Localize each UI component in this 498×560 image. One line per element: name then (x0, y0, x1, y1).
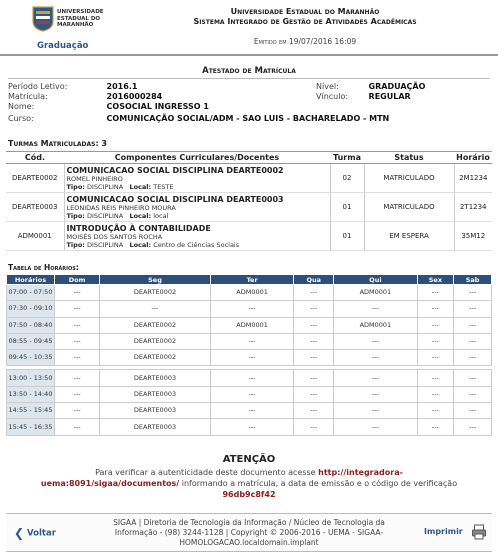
horario-cell: --- (55, 419, 100, 435)
horario-cell: --- (55, 350, 100, 366)
footer-line-1: SIGAA | Diretoria de Tecnologia da Informação / Núcleo de Tecnologia da (113, 518, 385, 527)
componente-tipo (67, 212, 328, 220)
horario-cell: --- (417, 386, 454, 402)
vinculo-value: REGULAR (368, 92, 411, 101)
curso-row (8, 114, 389, 123)
atencao-title: ATENÇÃO (222, 454, 276, 465)
horario-cell: --- (334, 350, 417, 366)
horario-time: 07:50 - 08:40 (7, 317, 55, 333)
horario-cell: --- (417, 317, 454, 333)
horario-time: 13:00 - 13:50 (7, 370, 55, 386)
horario-cell: --- (454, 301, 492, 317)
table-row (7, 350, 492, 366)
componente-docente: MOISÉS DOS SANTOS ROCHA (66, 232, 163, 241)
nome-value: COSOCIAL INGRESSO 1 (106, 102, 209, 111)
horario-cell: --- (454, 333, 492, 349)
curso-label: Curso: (8, 114, 34, 123)
cell-horario: 35M12 (454, 222, 492, 251)
horario-time: 09:45 - 10:35 (7, 350, 55, 366)
componente-docente: LEONIDAS REIS PINHEIRO MOURA (66, 203, 176, 212)
vinculo-label: Vínculo: (316, 92, 349, 101)
tipo-value: DISCIPLINA (86, 240, 124, 249)
horario-cell: --- (55, 403, 100, 419)
horario-cell: --- (454, 403, 492, 419)
turmas-table (6, 151, 492, 251)
col-qui: Qui (334, 275, 417, 285)
printer-icon[interactable] (472, 524, 486, 540)
horario-time: 08:55 - 09:45 (7, 333, 55, 349)
local-value: TESTE (153, 182, 174, 191)
logo-text: UNIVERSIDADE ESTADUAL DO MARANHÃO (57, 9, 104, 28)
cell-cod: DEARTE0003 (6, 193, 64, 222)
horario-cell: --- (55, 370, 100, 386)
atencao-text (40, 467, 458, 500)
horario-time: 07:30 - 09:10 (7, 301, 55, 317)
horario-cell: --- (294, 403, 334, 419)
horario-cell: --- (334, 370, 417, 386)
table-row (6, 193, 492, 222)
componente-name: INTRODUÇÃO À CONTABILIDADE (66, 223, 211, 233)
local-label: Local: (129, 211, 152, 220)
back-button[interactable] (14, 526, 56, 540)
nivel-label: Nível: (316, 82, 339, 91)
local-label: Local: (129, 240, 152, 249)
componente-name: COMUNICACAO SOCIAL DISCIPLINA DEARTE0003 (66, 194, 284, 204)
horario-cell: --- (294, 386, 334, 402)
col-qua: Qua (294, 275, 334, 285)
document-title: Atestado de Matrícula (8, 66, 490, 79)
horario-cell: --- (334, 333, 417, 349)
table-row (7, 419, 492, 435)
horario-cell: DEARTE0003 (100, 403, 211, 419)
horario-cell: --- (334, 403, 417, 419)
nivel-value: GRADUAÇÃO (368, 82, 426, 91)
horario-cell: --- (55, 333, 100, 349)
col-dom: Dom (55, 275, 100, 285)
horario-cell: --- (55, 386, 100, 402)
local-label: Local: (129, 182, 152, 191)
col-cod: Cód. (6, 152, 64, 164)
table-row (7, 301, 492, 317)
footer-text (84, 518, 414, 548)
col-sab: Sab (454, 275, 492, 285)
col-horario: Horário (454, 152, 492, 164)
table-row (7, 317, 492, 333)
col-horarios: Horários (7, 275, 55, 285)
col-componentes: Componentes Curriculares/Docentes (64, 152, 330, 164)
horario-cell: DEARTE0003 (100, 386, 211, 402)
horario-cell: DEARTE0003 (100, 370, 211, 386)
verification-code: 96db9c8f42 (222, 490, 276, 499)
periodo-row (8, 82, 137, 91)
tipo-label: Tipo: (66, 211, 85, 220)
nivel-row (316, 82, 425, 91)
componente-docente: ROMEL PINHEIRO (66, 174, 123, 183)
cell-cod: ADM0001 (6, 222, 64, 251)
horario-cell: --- (454, 386, 492, 402)
col-turma: Turma (330, 152, 364, 164)
periodo-label: Período Letivo: (8, 82, 68, 91)
horario-cell: --- (55, 301, 100, 317)
nome-row (8, 102, 209, 111)
document-header (0, 0, 498, 56)
matricula-label: Matrícula: (8, 92, 48, 101)
horario-cell: --- (334, 419, 417, 435)
horario-cell: ADM0001 (334, 285, 417, 301)
table-row (7, 386, 492, 402)
horario-cell: --- (55, 317, 100, 333)
system-name: Sistema Integrado de Gestão de Atividades Acadêmicas (193, 17, 417, 26)
tipo-value: DISCIPLINA (86, 211, 124, 220)
horario-cell: --- (210, 403, 293, 419)
local-value: Centro de Ciências Sociais (153, 240, 240, 249)
cell-componente (64, 222, 330, 251)
horario-cell: --- (417, 403, 454, 419)
horario-cell: --- (210, 301, 293, 317)
horarios-body (7, 285, 492, 436)
vinculo-row (316, 92, 411, 101)
horario-cell: --- (210, 419, 293, 435)
horario-cell: --- (55, 285, 100, 301)
horario-cell: --- (417, 419, 454, 435)
turmas-header-row (6, 152, 492, 164)
turmas-title: Turmas Matriculadas: 3 (8, 139, 107, 148)
footer-line-2: Informação - (98) 3244-1128 | Copyright © 2006-2016 - UEMA - SIGAA- (114, 528, 384, 537)
emission-label: Emitido em (253, 37, 287, 46)
horario-cell: --- (454, 317, 492, 333)
horario-cell: --- (334, 386, 417, 402)
horario-cell: --- (417, 301, 454, 317)
horarios-title: Tabela de Horários: (8, 263, 79, 272)
horario-cell: --- (454, 350, 492, 366)
cell-status: MATRICULADO (364, 164, 454, 193)
horario-cell: --- (294, 370, 334, 386)
horario-cell: --- (210, 333, 293, 349)
table-row (6, 222, 492, 251)
cell-cod: DEARTE0002 (6, 164, 64, 193)
table-row (7, 333, 492, 349)
print-label: Imprimir (424, 527, 463, 536)
department-label: Graduação (37, 41, 89, 51)
horario-cell: ADM0001 (334, 317, 417, 333)
horario-cell: DEARTE0002 (100, 350, 211, 366)
horario-time: 14:55 - 15:45 (7, 403, 55, 419)
horario-cell: --- (334, 301, 417, 317)
horario-cell: --- (454, 285, 492, 301)
col-seg: Seg (100, 275, 211, 285)
cell-status: MATRICULADO (364, 193, 454, 222)
cell-horario: 2T1234 (454, 193, 492, 222)
componente-tipo (67, 183, 328, 191)
university-crest-icon (32, 6, 54, 32)
cell-turma: 01 (330, 193, 364, 222)
horario-cell: --- (454, 419, 492, 435)
atencao-text-1: Para verificar a autenticidade deste documento acesse (95, 468, 316, 477)
horario-cell: --- (210, 350, 293, 366)
componente-tipo (67, 241, 328, 249)
componente-name: COMUNICACAO SOCIAL DISCIPLINA DEARTE0002 (66, 165, 284, 175)
tipo-value: DISCIPLINA (86, 182, 124, 191)
tipo-label: Tipo: (66, 182, 85, 191)
horario-time: 15:45 - 16:35 (7, 419, 55, 435)
horario-cell: ADM0001 (210, 317, 293, 333)
horario-cell: DEARTE0003 (100, 419, 211, 435)
cell-componente (64, 164, 330, 193)
matricula-row (8, 92, 162, 101)
horario-time: 13:50 - 14:40 (7, 386, 55, 402)
horario-cell: --- (294, 419, 334, 435)
nome-label: Nome: (8, 102, 35, 111)
horario-cell: --- (417, 370, 454, 386)
verification-link[interactable]: http://integradora-uema:8091/sigaa/documentos/ (40, 468, 403, 488)
table-row (7, 403, 492, 419)
back-label: Voltar (27, 528, 56, 539)
tipo-label: Tipo: (66, 240, 85, 249)
horario-cell: ADM0001 (210, 285, 293, 301)
horario-cell: --- (294, 301, 334, 317)
horario-cell: --- (417, 333, 454, 349)
cell-componente (64, 193, 330, 222)
col-sex: Sex (417, 275, 454, 285)
curso-value: COMUNICAÇÃO SOCIAL/ADM - SAO LUIS - BACHARELADO - MTN (106, 114, 390, 123)
emission-value: 19/07/2016 16:09 (288, 37, 357, 46)
table-row (7, 370, 492, 386)
horario-cell: --- (417, 285, 454, 301)
cell-turma: 02 (330, 164, 364, 193)
chevron-left-icon: ❮ (14, 526, 25, 540)
horario-cell: --- (294, 350, 334, 366)
horario-cell: --- (294, 317, 334, 333)
emission-date (120, 37, 490, 46)
horario-cell: DEARTE0002 (100, 285, 211, 301)
horario-cell: --- (417, 350, 454, 366)
university-name: Universidade Estadual do Maranhão (230, 7, 380, 16)
horario-cell: --- (294, 285, 334, 301)
footer-line-3: HOMOLOGACAO.localdomain.implant (179, 538, 319, 547)
horarios-header-row (7, 275, 492, 285)
horario-cell: --- (210, 370, 293, 386)
horario-time: 07:00 - 07:50 (7, 285, 55, 301)
horario-cell: --- (454, 370, 492, 386)
col-status: Status (364, 152, 454, 164)
cell-turma: 01 (330, 222, 364, 251)
col-ter: Ter (210, 275, 293, 285)
matricula-value: 2016000284 (106, 92, 163, 101)
table-row (7, 285, 492, 301)
atencao-text-2: informando a matrícula, a data de emissão e o código de verificação (181, 479, 458, 488)
table-row (6, 164, 492, 193)
horarios-table (6, 274, 492, 436)
cell-status: EM ESPERA (364, 222, 454, 251)
cell-horario: 2M1234 (454, 164, 492, 193)
horario-cell: DEARTE0002 (100, 317, 211, 333)
horario-cell: --- (294, 333, 334, 349)
periodo-value: 2016.1 (106, 82, 138, 91)
university-logo (25, 6, 105, 52)
local-value: local (153, 211, 169, 220)
footer (6, 513, 492, 552)
horario-cell: DEARTE0002 (100, 333, 211, 349)
horario-cell: --- (210, 386, 293, 402)
print-button[interactable] (424, 527, 463, 536)
horario-cell: --- (100, 301, 211, 317)
